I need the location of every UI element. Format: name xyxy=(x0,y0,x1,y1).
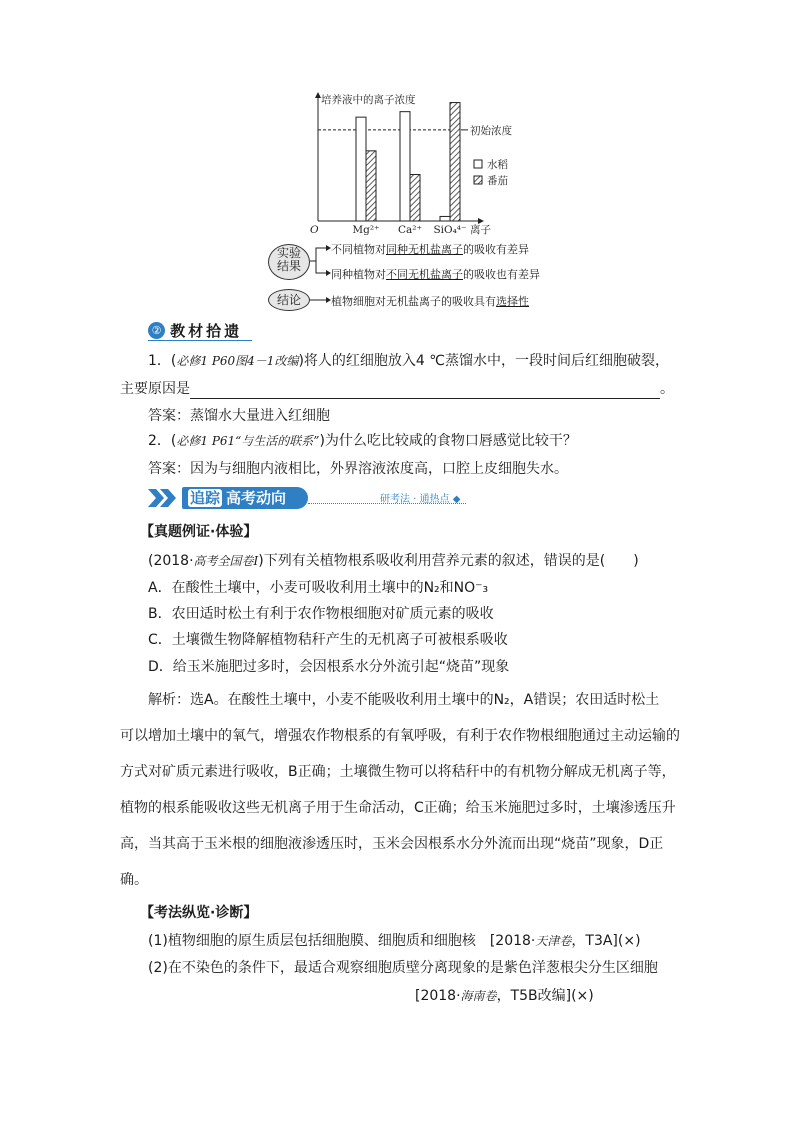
section-2-subtitle: 研考法 · 通热点 ◆ xyxy=(380,494,461,505)
explanation-line-6: 确。 xyxy=(120,872,148,888)
chevron-arrows-icon xyxy=(148,487,182,509)
answer-blank xyxy=(190,382,660,399)
judge-item-1: (1)植物细胞的原生质层包括细胞膜、细胞质和细胞核 [2018·天津卷，T3A](×) xyxy=(148,933,641,949)
experiment-label-line2: 结果 xyxy=(276,259,301,273)
legend-tomato-label: 番茄 xyxy=(487,175,508,187)
section-2-title-b: 高考动向 xyxy=(226,489,287,507)
explanation-line-2: 可以增加土壤中的氧气，增强农作物根系的有氧呼吸，有利于农作物根细胞通过主动运输的 xyxy=(120,728,680,744)
explanation-line-3: 方式对矿质元素进行吸收，B正确；土壤微生物可以将秸秆中的有机物分解成无机离子等， xyxy=(120,764,676,780)
section-2-title-a: 追踪 xyxy=(190,489,221,507)
bar-tomato-0 xyxy=(366,151,376,221)
question-1: 1．(必修1 P60图4－1改编)将人的红细胞放入4 ℃蒸馏水中，一段时间后红细胞破裂， xyxy=(148,353,669,369)
conclusion-oval xyxy=(268,289,310,311)
section-1-badge: ② xyxy=(148,322,165,339)
experiment-label-line1: 实验 xyxy=(276,246,301,260)
option-c: C．土壤微生物降解植物秸秆产生的无机离子可被根系吸收 xyxy=(148,632,508,648)
section-2-banner xyxy=(148,487,466,509)
bar-rice-2 xyxy=(440,216,450,221)
conclusion-label: 结论 xyxy=(276,293,301,307)
legend-rice-label: 水稻 xyxy=(487,159,508,171)
section-1-underline xyxy=(148,340,252,341)
bar-tomato-1 xyxy=(410,175,420,221)
bar-tomato-2 xyxy=(450,103,460,221)
origin-label: O xyxy=(310,224,319,236)
judge-item-2: (2)在不染色的条件下，最适合观察细胞质壁分离现象的是紫色洋葱根尖分生区细胞 xyxy=(148,960,658,976)
section-2-title-box xyxy=(182,487,308,509)
question-stem: (2018·高考全国卷Ⅰ)下列有关植物根系吸收利用营养元素的叙述，错误的是( ) xyxy=(148,553,639,569)
bar-rice-0 xyxy=(356,117,366,221)
x-tick-label-2: SiO₄⁴⁻ xyxy=(433,224,467,236)
flow-result-2: 同种植物对不同无机盐离子的吸收也有差异 xyxy=(331,268,540,281)
answer-2: 答案：因为与细胞内液相比，外界溶液浓度高，口腔上皮细胞失水。 xyxy=(148,461,568,477)
explanation-line-1: 解析：选A。在酸性土壤中，小麦不能吸收利用土壤中的N₂，A错误；农田适时松土 xyxy=(148,692,660,708)
x-tick-label-1: Ca²⁺ xyxy=(397,224,423,236)
section-1-header xyxy=(148,320,242,342)
judge-header: 【考法纵览·诊断】 xyxy=(140,905,258,921)
initial-concentration-label: 初始浓度 xyxy=(470,124,512,137)
answer-1: 答案：蒸馏水大量进入红细胞 xyxy=(148,408,330,424)
explanation-line-4: 植物的根系能吸收这些无机离子用于生命活动，C正确；给玉米施肥过多时，土壤渗透压升 xyxy=(120,800,676,816)
section-1-title: 教材拾遗 xyxy=(170,322,243,340)
flow-result-1: 不同植物对同种无机盐离子的吸收有差异 xyxy=(331,243,529,256)
legend-tomato-swatch xyxy=(474,176,482,184)
explanation-line-5: 高，当其高于玉米根的细胞液渗透压时，玉米会因根系水分外流而出现“烧苗”现象，D正 xyxy=(120,836,664,852)
y-axis-label: 培养液中的离子浓度 xyxy=(321,94,416,106)
x-axis-label: 离子 xyxy=(470,224,491,236)
question-1-line2: 主要原因是 。 xyxy=(120,381,674,397)
flow-conclusion: 植物细胞对无机盐离子的吸收具有选择性 xyxy=(331,295,529,308)
option-b: B．农田适时松土有利于农作物根细胞对矿质元素的吸收 xyxy=(148,606,494,622)
option-a: A．在酸性土壤中，小麦可吸收利用土壤中的N₂和NO⁻₃ xyxy=(148,580,489,596)
case-header: 【真题例证·体验】 xyxy=(140,524,258,540)
judge-item-2-source: [2018·海南卷，T5B改编](×) xyxy=(415,988,594,1004)
x-tick-label-0: Mg²⁺ xyxy=(352,224,380,236)
option-d: D．给玉米施肥过多时，会因根系水分外流引起“烧苗”现象 xyxy=(148,659,510,675)
legend-rice-swatch xyxy=(474,160,482,168)
bar-rice-1 xyxy=(400,112,410,221)
question-2: 2．(必修1 P61“与生活的联系”)为什么吃比较咸的食物口唇感觉比较干？ xyxy=(148,433,577,449)
